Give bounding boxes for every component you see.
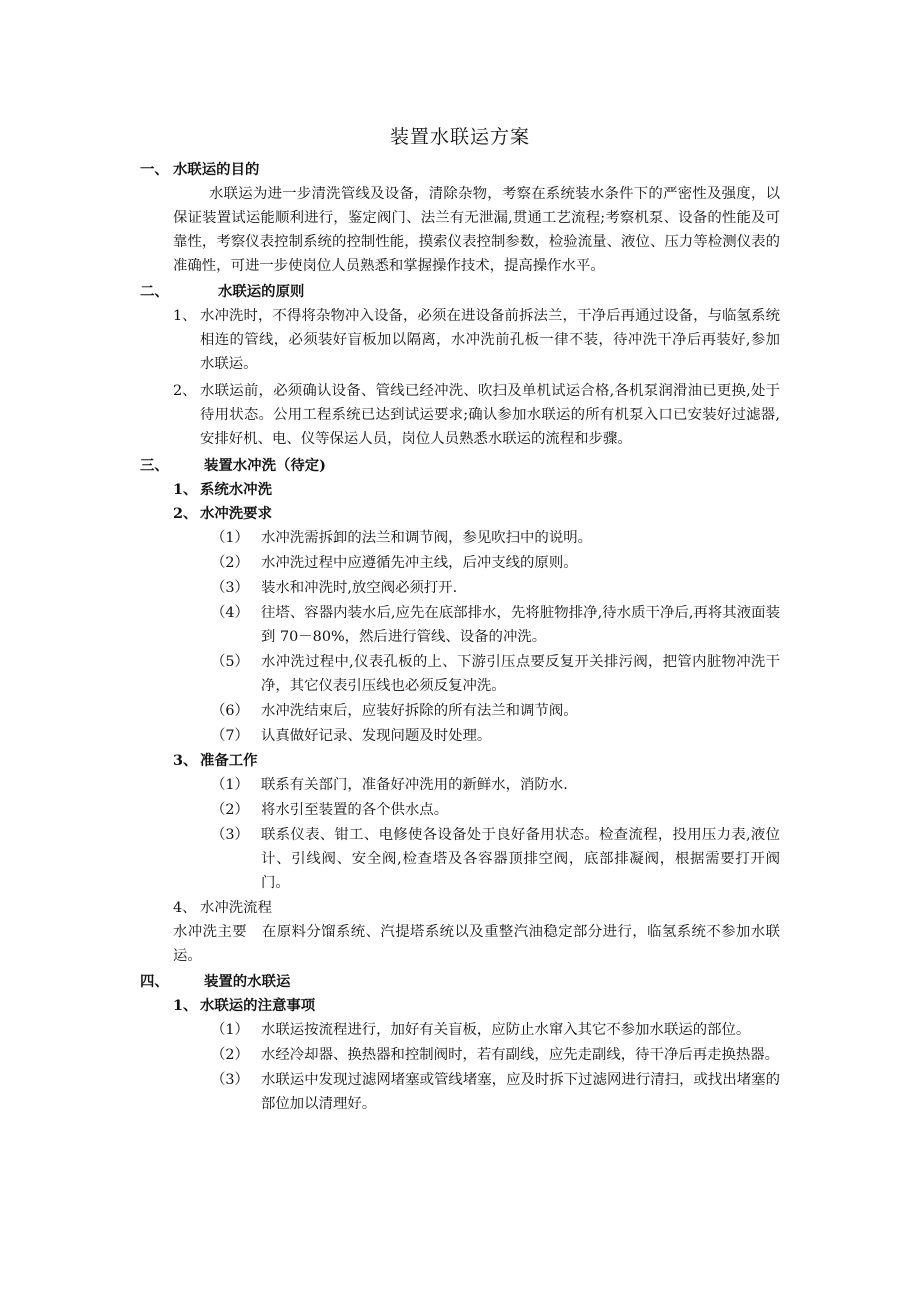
item-number: （2） bbox=[211, 555, 249, 571]
item-text: 将水引至装置的各个供水点。 bbox=[261, 802, 449, 818]
notice-item bbox=[211, 1043, 780, 1067]
section-1-title: 水联运的目的 bbox=[173, 161, 260, 178]
subsection-number: 3、 bbox=[173, 752, 198, 769]
subsection-title: 水联运的注意事项 bbox=[200, 997, 316, 1014]
item-text: 水联运中发现过滤网堵塞或管线堵塞，应及时拆下过滤网进行清扫，或找出堵塞的部位加以清理好。 bbox=[261, 1072, 780, 1112]
requirement-item bbox=[211, 724, 780, 748]
document-body bbox=[140, 158, 780, 1117]
section-2-heading bbox=[140, 280, 780, 304]
subsection-title: 水冲洗流程 bbox=[200, 900, 272, 916]
notice-item bbox=[211, 1068, 780, 1116]
item-number: （6） bbox=[211, 703, 249, 719]
item-text: 认真做好记录、发现问题及时处理。 bbox=[261, 728, 492, 744]
section-4-number: 四、 bbox=[140, 973, 169, 990]
item-text: 联系有关部门，准备好冲洗用的新鲜水，消防水. bbox=[261, 777, 568, 793]
section-2-item bbox=[173, 304, 780, 376]
item-number: （1） bbox=[211, 530, 249, 546]
subsection-3-3 bbox=[173, 749, 780, 773]
item-text: 水冲洗结束后，应装好拆除的所有法兰和调节阀。 bbox=[261, 703, 578, 719]
item-text: 水经冷却器、换热器和控制阀时，若有副线，应先走副线，待干净后再走换热器。 bbox=[261, 1047, 780, 1063]
item-text: 联系仪表、钳工、电修使各设备处于良好备用状态。检查流程，投用压力表,液位计、引线阀、安全阀,检查塔及各容器顶排空阀，底部排凝阀，根据需要打开阀门。 bbox=[261, 827, 780, 891]
requirement-item bbox=[211, 601, 780, 649]
item-text: 水冲洗时，不得将杂物冲入设备，必须在进设备前拆法兰，干净后再通过设备，与临氢系统相连的管线，必须装好盲板加以隔离，水冲洗前孔板一律不装，待冲洗干净后再装好,参加水联运。 bbox=[200, 308, 780, 372]
item-number: （1） bbox=[211, 777, 249, 793]
item-text: 水联运按流程进行，加好有关盲板，应防止水窜入其它不参加水联运的部位。 bbox=[261, 1022, 751, 1038]
requirement-item bbox=[211, 650, 780, 698]
subsection-3-4 bbox=[173, 896, 780, 920]
document-title: 装置水联运方案 bbox=[389, 126, 530, 148]
subsection-number: 1、 bbox=[173, 481, 198, 498]
item-text: 水联运前，必须确认设备、管线已经冲洗、吹扫及单机试运合格,各机泵润滑油已更换,处于待用状态。公用工程系统已达到试运要求;确认参加水联运的所有机泵入口已安装好过滤器,安排好机、电、仪等保运人员，岗位人员熟悉水联运的流程和步骤。 bbox=[200, 383, 780, 447]
item-text: 水冲洗需拆卸的法兰和调节阀，参见吹扫中的说明。 bbox=[261, 530, 592, 546]
flow-paragraph: 水冲洗主要 在原料分馏系统、汽提塔系统以及重整汽油稳定部分进行，临氢系统不参加水联运。 bbox=[173, 924, 780, 964]
section-1-heading bbox=[140, 158, 780, 182]
item-number: （2） bbox=[211, 1047, 249, 1063]
item-text: 水冲洗过程中应遵循先冲主线，后冲支线的原则。 bbox=[261, 555, 578, 571]
subsection-number: 4、 bbox=[173, 900, 197, 916]
item-number: （7） bbox=[211, 728, 249, 744]
requirement-item bbox=[211, 526, 780, 550]
item-number: （4） bbox=[211, 605, 249, 621]
subsection-title: 系统水冲洗 bbox=[200, 481, 272, 498]
section-4-heading bbox=[140, 970, 780, 994]
subsection-number: 1、 bbox=[173, 997, 198, 1014]
subsection-number: 2、 bbox=[173, 505, 198, 522]
preparation-item bbox=[211, 823, 780, 895]
item-text: 装水和冲洗时,放空阀必须打开. bbox=[261, 580, 458, 596]
item-number: 2、 bbox=[173, 383, 197, 399]
section-1-paragraph: 水联运为进一步清洗管线及设备，清除杂物，考察在系统装水条件下的严密性及强度，以保证装置试运能顺利进行，鉴定阀门、法兰有无泄漏,贯通工艺流程;考察机泵、设备的性能及可靠性，考察仪表控制系统的控制性能，摸索仪表控制参数，检验流量、液位、压力等检测仪表的准确性，可进一步使岗位人员熟悉和掌握操作技术，提高操作水平。 bbox=[173, 186, 780, 274]
item-number: （3） bbox=[211, 1072, 249, 1088]
preparation-item bbox=[211, 773, 780, 797]
item-number: （1） bbox=[211, 1022, 249, 1038]
subsection-title: 准备工作 bbox=[200, 752, 258, 769]
item-number: （5） bbox=[211, 654, 249, 670]
subsection-3-2 bbox=[173, 502, 780, 526]
section-2-item bbox=[173, 379, 780, 451]
requirement-item bbox=[211, 576, 780, 600]
item-text: 往塔、容器内装水后,应先在底部排水，先将脏物排净,待水质干净后,再将其液面装到 70－80%，然后进行管线、设备的冲洗。 bbox=[261, 605, 780, 645]
subsection-4-1 bbox=[173, 994, 780, 1018]
section-3-number: 三、 bbox=[140, 457, 169, 474]
section-2-number: 二、 bbox=[140, 283, 169, 300]
section-2-title: 水联运的原则 bbox=[218, 283, 305, 300]
item-text: 水冲洗过程中,仪表孔板的上、下游引压点要反复开关排污阀，把管内脏物冲洗干净，其它仪表引压线也必须反复冲洗。 bbox=[261, 654, 780, 694]
section-1-number: 一、 bbox=[140, 161, 169, 178]
subsection-3-1 bbox=[173, 478, 780, 502]
item-number: （3） bbox=[211, 580, 249, 596]
section-3-heading bbox=[140, 454, 780, 478]
requirement-item bbox=[211, 699, 780, 723]
preparation-item bbox=[211, 798, 780, 822]
requirement-item bbox=[211, 551, 780, 575]
notice-item bbox=[211, 1018, 780, 1042]
section-4-title: 装置的水联运 bbox=[204, 973, 291, 990]
item-number: （2） bbox=[211, 802, 249, 818]
item-number: 1、 bbox=[173, 308, 197, 324]
section-3-title: 装置水冲洗（待定) bbox=[204, 457, 326, 474]
item-number: （3） bbox=[211, 827, 249, 843]
subsection-title: 水冲洗要求 bbox=[200, 505, 272, 522]
